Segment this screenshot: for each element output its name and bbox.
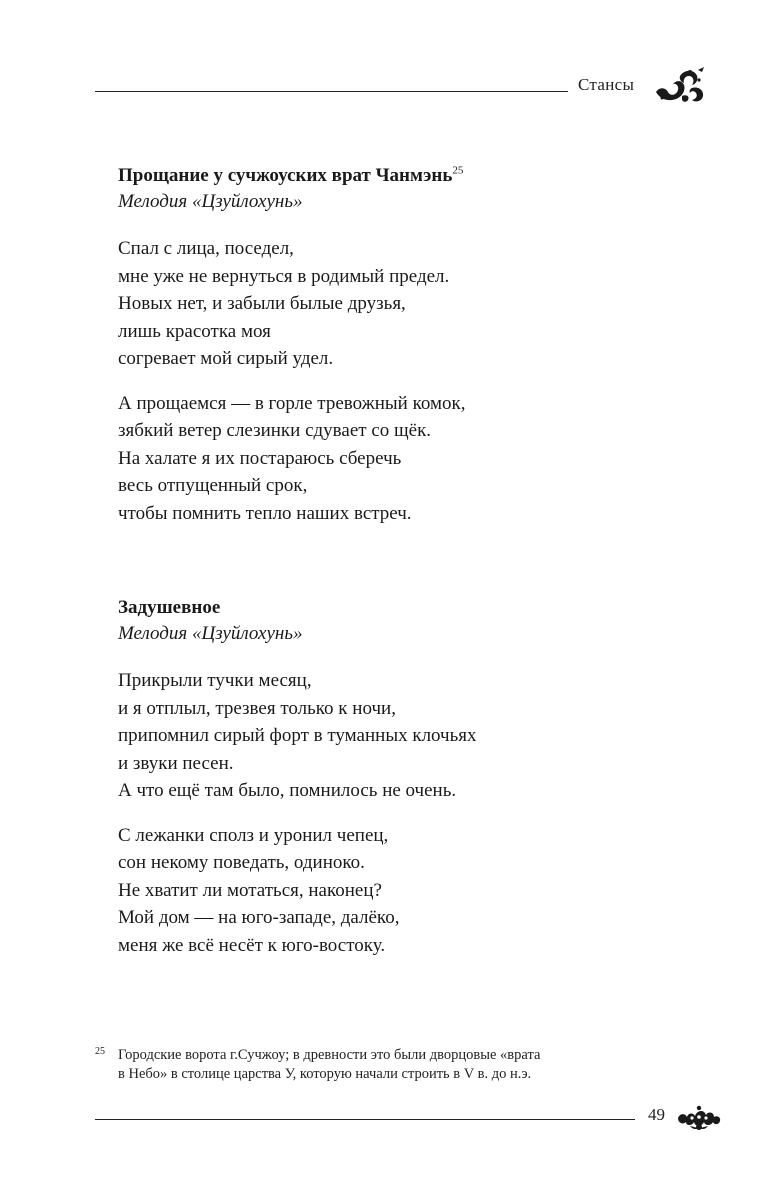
footnote-mark: 25 <box>95 1046 105 1057</box>
footnote-reference[interactable]: 25 <box>452 164 464 177</box>
verse-line: А прощаемся — в горле тревожный комок, <box>118 392 466 414</box>
melody-subtitle: Мелодия «Цзуйлохунь» <box>118 191 303 212</box>
verse-line: На халате я их постараюсь сберечь <box>118 447 402 469</box>
footnote-line: Городские ворота г.Сучжоу; в древности это были дворцовые «врата <box>118 1047 541 1063</box>
verse-line: Новых нет, и забыли былые друзья, <box>118 293 406 314</box>
poem-title: Задушевное <box>118 597 221 618</box>
poem <box>118 595 638 959</box>
verse-line: и я отплыл, трезвея только к ночи, <box>118 697 396 719</box>
verse-line: весь отпущенный срок, <box>118 475 308 496</box>
verse-line: сон некому поведать, одиноко. <box>118 852 365 873</box>
verse-line: Спал с лица, поседел, <box>118 238 294 259</box>
page-number: 49 <box>648 1105 665 1124</box>
melody-subtitle: Мелодия «Цзуйлохунь» <box>118 623 303 644</box>
verse-line: и звуки песен. <box>118 752 234 774</box>
stanza <box>118 667 638 805</box>
cloud-ornament-icon <box>676 1104 722 1132</box>
verse-line: мне уже не вернуться в родимый предел. <box>118 265 450 287</box>
header-rule <box>95 91 568 92</box>
verse-line: чтобы помнить тепло наших встреч. <box>118 502 412 524</box>
verse-line: А что ещё там было, помнилось не очень. <box>118 780 457 801</box>
verse-line: припомнил сирый форт в туманных клочьях <box>118 725 477 746</box>
verse-line: Не хватит ли мотаться, наконец? <box>118 879 382 901</box>
verse-line: С лежанки сполз и уронил чепец, <box>118 824 389 846</box>
footnote-line: в Небо» в столице царства У, которую начали строить в V в. до н.э. <box>118 1066 532 1082</box>
stanza <box>118 390 638 528</box>
footer-rule <box>95 1119 635 1120</box>
verse-line: лишь красотка моя <box>118 320 271 342</box>
verse-line: Прикрыли тучки месяц, <box>118 670 312 691</box>
page-body <box>118 163 638 959</box>
poem <box>118 163 638 527</box>
footnote <box>95 1046 655 1084</box>
verse-line: Мой дом — на юго-западе, далёко, <box>118 907 400 928</box>
verse-line: зябкий ветер слезинки сдувает со щёк. <box>118 420 432 441</box>
poem-title-text: Прощание у сучжоуских врат Чанмэнь <box>118 165 453 186</box>
dragon-ornament-icon <box>652 66 708 106</box>
poem-title <box>118 163 638 189</box>
stanza <box>118 235 638 373</box>
verse-line: меня же всё несёт к юго-востоку. <box>118 934 386 956</box>
running-head: Стансы <box>578 75 635 94</box>
stanza <box>118 822 638 960</box>
footnote-text <box>118 1046 655 1084</box>
verse-line: согревает мой сирый удел. <box>118 348 334 369</box>
